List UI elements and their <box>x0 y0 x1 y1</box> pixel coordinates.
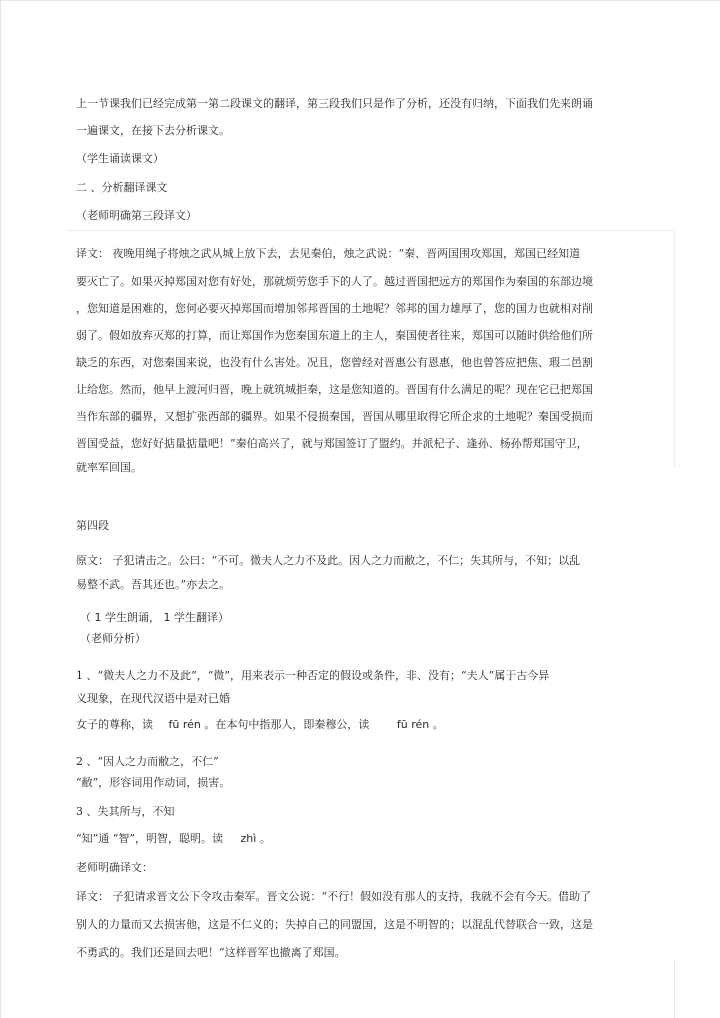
note-1-line-1: 1 、“微夫人之力不及此”，“微”，用来表示一种否定的假设或条件，非、没有；“夫人”属于古今异 <box>76 669 550 682</box>
section-2-heading: 二 、分析翻译课文 <box>76 181 168 194</box>
note-2-line-1: 2 、“因人之力而敝之，不仁” <box>76 755 219 768</box>
note-1-line-2: 义现象，在现代汉语中是对已婚 <box>76 692 230 705</box>
teacher-translation-line: 别人的力量而又去损害他，这是不仁义的；失掉自己的同盟国，这是不明智的；以混乱代替联合一致，这是 <box>76 918 593 931</box>
note-3-line-2 <box>76 832 271 846</box>
translation-line: 译文： 夜晚用绳子将烛之武从城上放下去，去见秦伯，烛之武说：“秦、晋两国围攻郑国，郑国已经知道 <box>76 247 581 260</box>
pinyin-zhi: zhì <box>240 832 257 845</box>
translation-line: ，您知道是困难的，您何必要灭掉郑国而增加邻邦晋国的土地呢？邻邦的国力雄厚了，您的国力也就相对削 <box>76 302 593 315</box>
translation-line: 缺乏的东西，对您秦国来说，也没有什么害处。况且，您曾经对晋惠公有恩惠，他也曾答应把焦、瑕二邑割 <box>76 356 593 369</box>
student-task-note: （ 1 学生朗诵， 1 学生翻译） <box>80 611 229 624</box>
intro-line-2: 一遍课文，在接下去分析课文。 <box>76 124 230 137</box>
teacher-translation-line: 不勇武的。我们还是回去吧！”这样晋军也撤离了郑国。 <box>76 946 346 959</box>
translation-line: 让给您。然而，他早上渡河归晋，晚上就筑城拒秦，这是您知道的。晋国有什么满足的呢？现在它已把郑国 <box>76 383 593 396</box>
translation-line: 要灭亡了。如果灭掉郑国对您有好处，那就烦劳您手下的人了。越过晋国把远方的郑国作为秦国的东部边境 <box>76 275 593 288</box>
teacher-translation-heading: 老师明确译文： <box>76 861 153 874</box>
pinyin-furen: fū rén <box>168 718 201 731</box>
note-1-text-a: 女子的尊称，读 <box>76 718 153 731</box>
teacher-translation-line: 译文： 子犯请求晋文公下令攻击秦军。晋文公说：“不行！假如没有那人的支持，我就不会有今天。借助了 <box>76 890 592 903</box>
note-2-line-2: “敝”，形容词用作动词，损害。 <box>76 776 231 789</box>
note-1-text-b: 。在本句中指那人，即秦穆公，读 <box>204 718 370 731</box>
note-1-line-3 <box>76 718 444 732</box>
note-3-text-b: 。 <box>259 832 271 845</box>
translation-line: 弱了。假如放弃灭郑的打算，而让郑国作为您秦国东道上的主人，秦国使者往来，郑国可以随时供给他们所 <box>76 329 593 342</box>
translation-line: 就率军回国。 <box>76 461 142 474</box>
original-text-line-1: 原文： 子犯请击之。公曰：“不可。微夫人之力不及此。因人之力而敝之，不仁；失其所与，不知；以乱 <box>76 554 581 567</box>
intro-line-1: 上一节课我们已经完成第一第二段课文的翻译，第三段我们只是作了分析，还没有归纳，下面我们先来朗诵 <box>76 97 593 110</box>
teacher-note: （老师明确第三段译文） <box>76 209 197 222</box>
page-top-border <box>0 0 720 1</box>
section-4-heading: 第四段 <box>76 519 109 532</box>
original-text-line-2: 易整不武。吾其还也。”亦去之。 <box>76 578 231 591</box>
note-1-text-c: 。 <box>432 718 444 731</box>
right-margin-rule <box>674 960 675 1018</box>
note-3-line-1: 3 、失其所与，不知 <box>76 805 175 818</box>
translation-box <box>66 230 675 467</box>
translation-line: 晋国受益，您好好掂量掂量吧！”秦伯高兴了，就与郑国签订了盟约。并派杞子、逢孙、杨孙帮郑国守卫， <box>76 437 588 450</box>
translation-line: 当作东部的疆界，又想扩张西部的疆界。如果不侵损秦国，晋国从哪里取得它所企求的土地呢？秦国受损而 <box>76 410 593 423</box>
note-3-text-a: “知”通 “智”，明智，聪明。读 <box>76 832 223 845</box>
page-left-border <box>0 0 1 1018</box>
student-read-note: （学生诵读课文） <box>76 152 164 165</box>
pinyin-furen: fū rén <box>396 718 430 731</box>
teacher-analysis-note: （老师分析） <box>80 632 146 645</box>
